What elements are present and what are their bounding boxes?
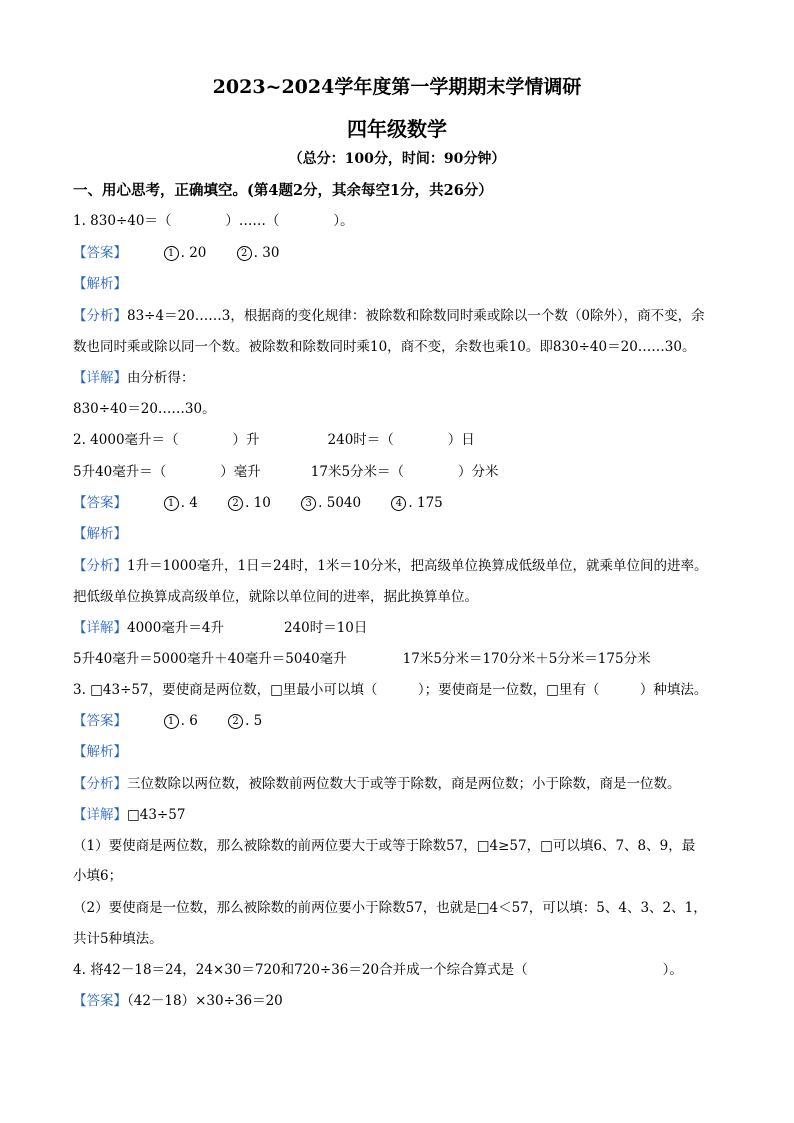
answer-tag: 【答案】: [73, 245, 127, 261]
exam-subject: 四年级数学: [347, 117, 447, 141]
q3-fenxi: 【分析】三位数除以两位数，被除数前两位数大于或等于除数，商是两位数；小于除数，商是一位数。: [73, 776, 681, 792]
q2-detail-line-1: 【详解】4000毫升＝4升 240时＝10日: [73, 620, 368, 636]
q3-detail-line-3: 小填6；: [73, 868, 123, 884]
answer-tag: 【答案】: [73, 495, 127, 511]
q1-answer-1: 1 . 20: [164, 243, 207, 263]
q4-text: 4. 将42－18＝24，24×30＝720和720÷36＝20合并成一个综合算式是（ ）。: [73, 962, 683, 978]
q2-answer-4: 4 . 175: [391, 493, 442, 513]
q1-detail-line-2: 830÷40＝20……30。: [73, 401, 216, 417]
q1-detail-line-1: 【详解】由分析得：: [73, 370, 195, 386]
q3-text: 3. □43÷57，要使商是两位数，□里最小可以填（ ）；要使商是一位数，□里有（ ）种填法。: [73, 682, 708, 698]
q1-text: 1. 830÷40＝（ ）……（ ）。: [73, 213, 354, 229]
q1-fenxi-line-1: 【分析】83÷4＝20……3，根据商的变化规律：被除数和除数同时乘或除以一个数（0除外），商不变，余: [73, 308, 705, 324]
q1-answer: [73, 243, 305, 263]
q3-answer-2: 2 . 5: [228, 711, 262, 731]
q3-detail-line-2: （1）要使商是两位数，那么被除数的前两位要大于或等于除数57，□4≥57，□可以填6、7、8、9，最: [73, 838, 696, 854]
q2-detail-line-2: 5升40毫升＝5000毫升＋40毫升＝5040毫升 17米5分米＝170分米＋5分米＝175分米: [73, 651, 651, 667]
q3-answer-1: 1 . 6: [164, 711, 198, 731]
q2-line-2: 5升40毫升＝（ ）毫升 17米5分米＝（ ）分米: [73, 464, 499, 480]
answer-tag: 【答案】: [73, 993, 127, 1009]
q1-answer-2: 2 . 30: [237, 243, 280, 263]
q1-analysis-title: 【解析】: [73, 276, 127, 292]
q2-fenxi-line-2: 把低级单位换算成高级单位，就除以单位间的进率，据此换算单位。: [73, 589, 478, 605]
q1-fenxi-line-2: 数也同时乘或除以同一个数。被除数和除数同时乘10，商不变，余数也乘10。即830÷40＝20……30。: [73, 339, 696, 355]
q3-detail-line-5: 共计5种填法。: [73, 931, 163, 947]
q3-answer: [73, 711, 288, 731]
exam-meta: （总分：100分，时间：90分钟）: [288, 151, 506, 167]
q2-answer: [73, 493, 469, 513]
q3-analysis-title: 【解析】: [73, 744, 127, 760]
exam-title: 2023~2024学年度第一学期期末学情调研: [212, 76, 582, 98]
q4-answer: 【答案】（42－18）×30÷36＝20: [73, 993, 283, 1009]
q3-detail-line-4: （2）要使商是一位数，那么被除数的前两位要小于除数57，也就是□4＜57，可以填：5、4、3、2、1，: [73, 900, 707, 916]
q2-answer-1: 1 . 4: [164, 493, 198, 513]
q2-fenxi-line-1: 【分析】1升＝1000毫升，1日＝24时，1米＝10分米，把高级单位换算成低级单位，就乘单位间的进率。: [73, 558, 708, 574]
q2-line-1: 2. 4000毫升＝（ ）升 240时＝（ ）日: [73, 432, 475, 448]
q2-analysis-title: 【解析】: [73, 526, 127, 542]
q3-detail-line-1: 【详解】□43÷57: [73, 807, 186, 823]
section-1-heading: 一、用心思考，正确填空。(第4题2分，其余每空1分，共26分）: [73, 182, 493, 199]
q2-answer-2: 2 . 10: [228, 493, 271, 513]
answer-tag: 【答案】: [73, 713, 127, 729]
q2-answer-3: 3 . 5040: [301, 493, 361, 513]
